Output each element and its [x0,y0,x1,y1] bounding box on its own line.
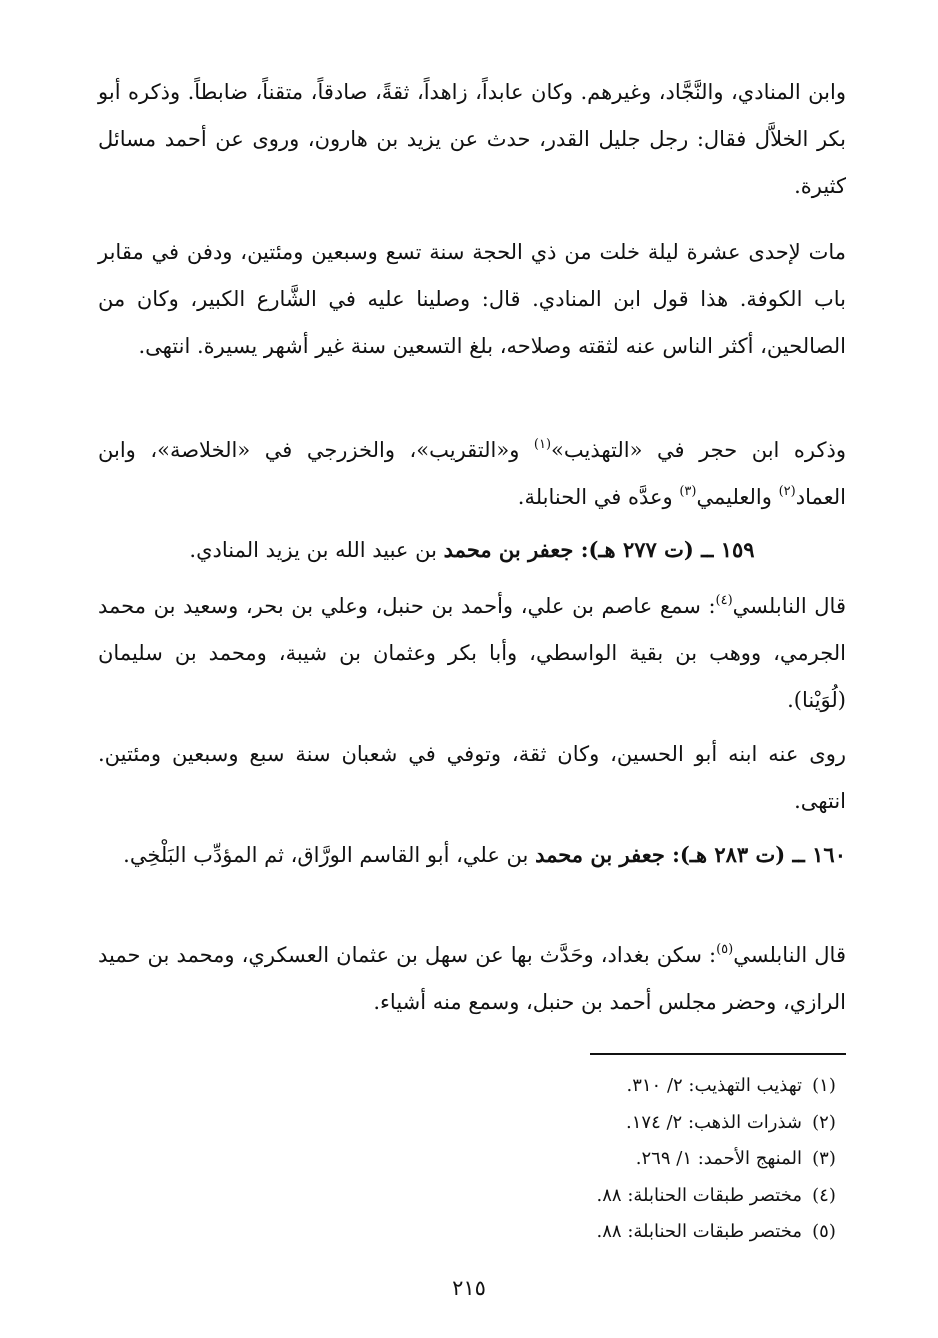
paragraph-text: وذكره ابن حجر في «التهذيب» [551,438,846,462]
entry-name: جعفر بن محمد [535,842,665,867]
footnote-item [98,1105,846,1142]
footnote-ref[interactable]: (٢) [778,484,796,499]
paragraph-text: وعدَّه في الحنابلة. [517,485,680,509]
footnote-text: تهذيب التهذيب: ٢/ ٣١٠. [626,1075,802,1096]
footnote-ref[interactable]: (٣) [679,484,697,499]
paragraph-nabulsi-1 [98,583,846,724]
entry-heading-160 [98,831,846,879]
footnote-number: (٤) [812,1184,836,1206]
paragraph-text: قال النابلسي [733,943,846,967]
entry-lineage: بن علي، أبو القاسم الورَّاق، ثم المؤدِّب البَلْخِي. [123,843,536,867]
footnote-item [98,1141,846,1178]
footnote-text: المنهج الأحمد: ١/ ٢٦٩. [635,1148,802,1169]
paragraph-text: مات لإحدى عشرة ليلة خلت من ذي الحجة سنة تسع وسبعين ومئتين، ودفن في مقابر باب الكوفة. هذا قول ابن المنادي. قال: وصلينا عليه في الشَّارع الكبير، وكان من الصالحين، أكثر الناس عنه لثقته وصلاحه، بلغ التسعين سنة غير أشهر يسيرة. انتهى. [98,240,846,358]
footnote-item [98,1068,846,1105]
paragraph-text: وابن المنادي، والنَّجَّاد، وغيرهم. وكان عابداً، زاهداً، ثقةً، صادقاً، متقناً، ضابطاً. وذكره أبو بكر الخلاَّل فقال: رجل جليل القدر، حدث عن يزيد بن هارون، وروى عن أحمد مسائل كثيرة. [98,80,846,198]
footnote-ref[interactable]: (٤) [715,593,733,608]
footnote-ref[interactable]: (١) [533,437,552,452]
footnote-number: (٥) [812,1221,836,1242]
paragraph-nabulsi-2 [98,932,846,1026]
footnote-number: (١) [812,1075,836,1096]
paragraph-references [98,427,846,521]
entry-number: ١٥٩ ــ (ت ٢٧٧ هـ): [573,537,755,562]
footnote-ref[interactable]: (٥) [716,942,734,957]
entry-heading-159 [98,526,846,574]
footnote-number: (٢) [812,1111,836,1133]
page-number: ٢١٥ [452,1276,486,1300]
paragraph-narrators [98,731,846,825]
footnotes [98,1068,846,1251]
footnote-number: (٣) [812,1148,836,1169]
footnote-divider [590,1053,846,1055]
footnote-text: مختصر طبقات الحنابلة: ٨٨. [596,1221,802,1242]
paragraph-text: روى عنه ابنه أبو الحسين، وكان ثقة، وتوفي في شعبان سنة سبع وسبعين ومئتين. انتهى. [98,742,846,813]
paragraph-text: والعليمي [696,485,779,509]
paragraph-text: : سكن بغداد، وحَدَّث بها عن سهل بن عثمان العسكري، ومحمد بن حميد الرازي، وحضر مجلس أحمد بن حنبل، وسمع منه أشياء. [98,943,846,1014]
paragraph-death [98,229,846,370]
footnote-item [98,1214,846,1251]
paragraph-text: قال النابلسي [732,594,846,618]
paragraph-continuation [98,69,846,210]
entry-lineage: بن عبيد الله بن يزيد المنادي. [189,538,444,562]
footnote-text: مختصر طبقات الحنابلة: ٨٨. [596,1184,802,1206]
footnote-text: شذرات الذهب: ٢/ ١٧٤. [626,1111,802,1133]
paragraph-text: و«التقريب»، والخزرجي في «الخلاصة»، وابن العماد [98,438,846,509]
paragraph-text: : سمع عاصم بن علي، وأحمد بن حنبل، وعلي بن بحر، وسعيد بن محمد الجرمي، ووهب بن بقية الواسطي، وأبا بكر وعثمان بن شيبة، ومحمد بن سليمان (لُوَيْنا). [98,594,846,712]
footnote-item [98,1178,846,1215]
entry-name: جعفر بن محمد [443,537,574,562]
entry-number: ١٦٠ ــ (ت ٢٨٣ هـ): [664,842,846,867]
